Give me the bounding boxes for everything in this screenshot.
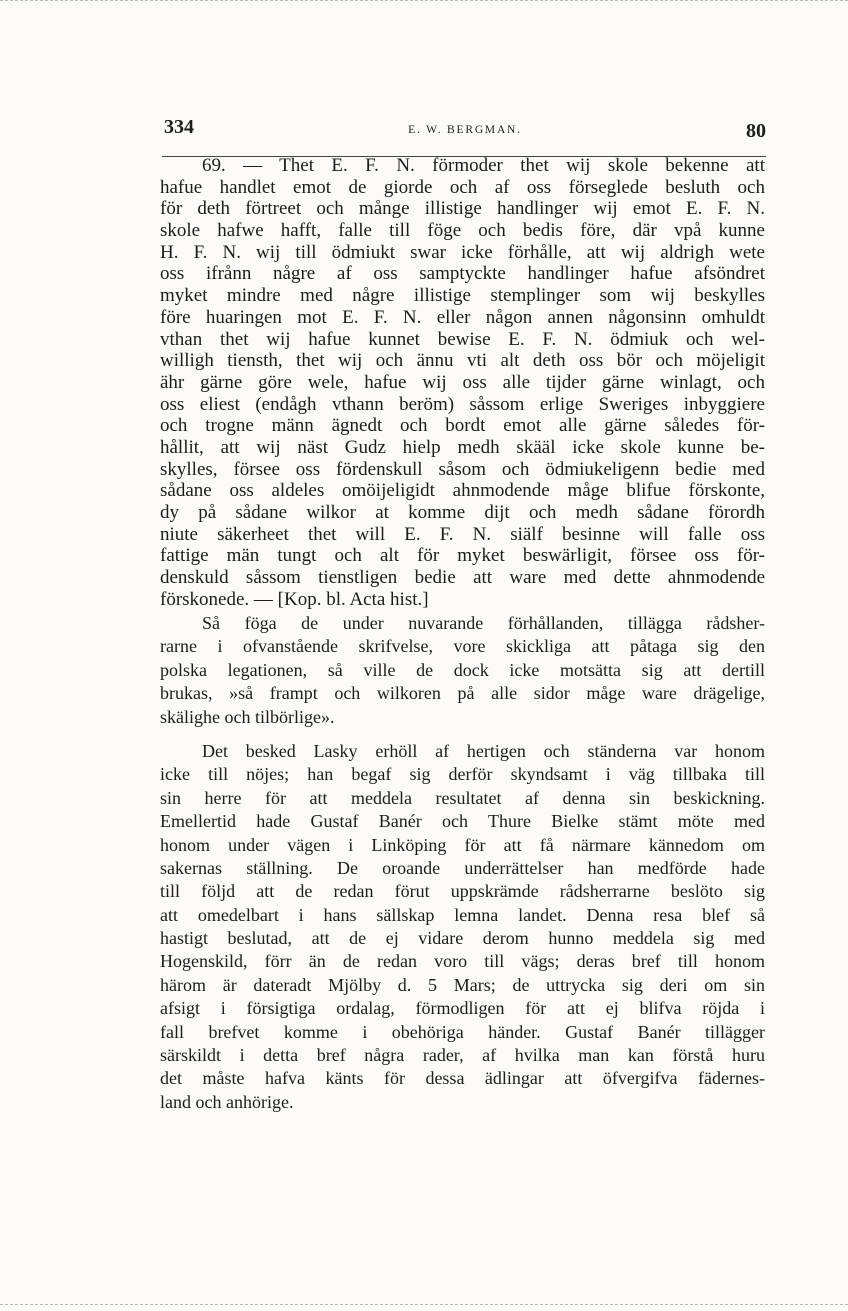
quote-line: sådane oss aldeles omöijeligidt ahnmodende måge blifue förskonte, xyxy=(160,480,765,502)
quote-line: skylles, försee oss fördenskull såsom och ödmiukeligenn bedie med xyxy=(160,458,765,480)
text-line: till följd att de redan förut uppskrämde rådsherrarne beslöto sig xyxy=(160,881,765,902)
text-line: Emellertid hade Gustaf Banér och Thure Bielke stämt möte med xyxy=(160,811,765,832)
text-line: Så föga de under nuvarande förhållanden, tillägga rådsher- xyxy=(202,613,765,633)
quote-line: och trogne männ ägnedt och bordt emot alle gärne således för- xyxy=(160,415,765,437)
scan-edge-top xyxy=(0,0,848,1)
quote-line: niute säkerheet thet will E. F. N. siälf besinne will falle oss xyxy=(160,523,765,545)
quote-line: oss ifrånn någre af oss samptyckte handlinger hafue afsöndret xyxy=(160,263,765,285)
text-line: fall brefvet komme i obehöriga händer. Gustaf Banér tillägger xyxy=(160,1021,765,1042)
running-head: E. W. BERGMAN. xyxy=(408,124,522,136)
text-line: Det besked Lasky erhöll af hertigen och ständerna var honom xyxy=(202,740,765,761)
text-line: icke till nöjes; han begaf sig derför skyndsamt i väg tillbaka till xyxy=(160,764,765,785)
paragraph xyxy=(160,740,765,1114)
quote-line: vthan thet wij hafue kunnet bewise E. F. N. ödmiuk och wel- xyxy=(160,328,765,350)
quote-line: 69. — Thet E. F. N. förmoder thet wij skole bekenne att xyxy=(202,155,765,176)
text-line: hastigt beslutad, att de ej vidare derom hunno meddela sig med xyxy=(160,928,765,949)
quote-line: denskuld såssom tienstligen bedie att ware med dette ahnmodende xyxy=(160,567,765,589)
quote-line: myket mindre med någre illistige stemplinger som wij beskylles xyxy=(160,285,765,307)
quote-line: före huaringen mot E. F. N. eller någon annen någonsinn omhuldt xyxy=(160,306,765,328)
quote-line: oss eliest (endågh vthann beröm) såssom erlige Sweriges inbyggiere xyxy=(160,393,765,415)
text-line: härom är dateradt Mjölby d. 5 Mars; de uttrycka sig deri om sin xyxy=(160,974,765,995)
quote-line: skole hafwe hafft, falle till föge och bedis före, där vpå kunne xyxy=(160,220,765,242)
body-text xyxy=(160,612,765,1114)
text-line: land och anhörige. xyxy=(160,1091,294,1112)
section-number: 80 xyxy=(746,120,766,142)
paragraph xyxy=(160,612,765,729)
quote-line: willigh tiensth, thet wij och ännu vti alt deth oss bör och möjeligit xyxy=(160,350,765,372)
quote-line: för deth förtreet och månge illistige handlinger wij emot E. F. N. xyxy=(160,198,765,220)
text-line: sin herre för att meddela resultatet af denna sin beskickning. xyxy=(160,787,765,808)
text-line: att omedelbart i hans sällskap lemna landet. Denna resa blef så xyxy=(160,904,765,925)
text-line: afsigt i försigtiga ordalag, förmodligen för att ej blifva röjda i xyxy=(160,998,765,1019)
quote-line: ähr gärne göre wele, hafue wij oss alle tijder gärne winlagt, och xyxy=(160,371,765,393)
quote-line: hafue handlet emot de giorde och af oss förseglede besluth och xyxy=(160,176,765,198)
paragraph-gap xyxy=(160,729,765,740)
text-line: Hogenskild, förr än de redan voro till vägs; deras bref till honom xyxy=(160,951,765,972)
quote-line: H. F. N. wij till ödmiukt swar icke förhålle, att wij aldrigh wete xyxy=(160,241,765,263)
text-line: honom under vägen i Linköping för att få närmare kännedom om xyxy=(160,834,765,855)
quoted-letter xyxy=(160,155,765,610)
text-line: sakernas ställning. De oroande underrättelser han medförde hade xyxy=(160,857,765,878)
text-line: rarne i ofvanstående skrifvelse, vore skickliga att påtaga sig den xyxy=(160,636,765,657)
quote-line: dy på sådane wilkor at komme dijt och medh sådane förordh xyxy=(160,502,765,523)
text-line: polska legationen, så ville de dock icke motsätta sig att dertill xyxy=(160,659,765,680)
page-number: 334 xyxy=(164,116,194,138)
page-header xyxy=(164,116,766,146)
quote-line: förskonede. — [Kop. bl. Acta hist.] xyxy=(160,588,429,610)
scan-edge-bottom xyxy=(0,1304,848,1305)
text-line: skälighe och tilbörlige». xyxy=(160,706,335,727)
quote-line: hållit, att wij näst Gudz hielp medh skääl icke skole kunne be- xyxy=(160,436,765,458)
text-line: särskildt i detta bref några rader, af hvilka man kan förstå huru xyxy=(160,1045,765,1066)
text-line: det måste hafva känts för dessa ädlingar att öfvergifva fädernes- xyxy=(160,1068,765,1089)
quote-line: fattige män tungt och alt för myket beswärligit, försee oss för- xyxy=(160,545,765,567)
text-line: brukas, »så frampt och wilkoren på alle sidor måge ware drägelige, xyxy=(160,683,765,704)
